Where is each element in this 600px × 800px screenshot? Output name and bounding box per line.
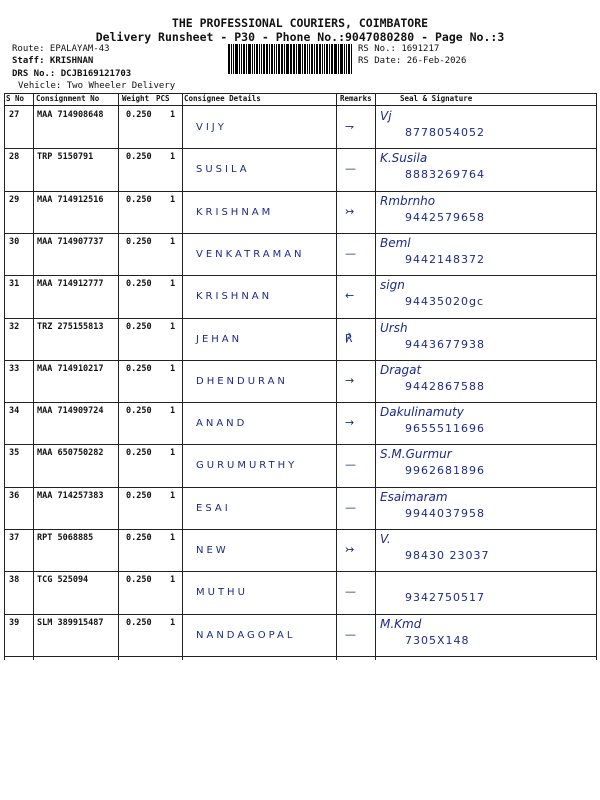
row-divider bbox=[4, 191, 596, 192]
barcode-bar bbox=[241, 44, 243, 74]
barcode-bar bbox=[276, 44, 277, 74]
row-divider bbox=[4, 614, 596, 615]
barcode-bar bbox=[284, 44, 285, 74]
row-pcs: 1 bbox=[170, 575, 176, 585]
row-consignment: MAA 714257383 bbox=[37, 491, 104, 501]
barcode-bar bbox=[269, 44, 270, 74]
barcode-bar bbox=[231, 44, 232, 74]
consignee-name: ESAI bbox=[196, 503, 231, 514]
row-pcs: 1 bbox=[170, 364, 176, 374]
consignee-name: JEHAN bbox=[196, 334, 243, 345]
remark-mark: — bbox=[345, 628, 356, 641]
row-weight: 0.250 bbox=[126, 152, 152, 162]
column-divider bbox=[118, 93, 119, 660]
barcode-bar bbox=[281, 44, 283, 74]
phone-number: 9442579658 bbox=[405, 211, 485, 224]
column-divider bbox=[375, 93, 376, 660]
signature: Rmbrnho bbox=[380, 194, 436, 208]
barcode-bar bbox=[309, 44, 310, 74]
row-weight: 0.250 bbox=[126, 533, 152, 543]
col-pcs: PCS bbox=[156, 94, 170, 103]
column-divider bbox=[4, 93, 5, 660]
drs-label: DRS No.: DCJB169121703 bbox=[12, 69, 132, 79]
signature: K.Susila bbox=[380, 151, 428, 165]
row-pcs: 1 bbox=[170, 237, 176, 247]
barcode-bar bbox=[326, 44, 328, 74]
signature: Vj bbox=[380, 109, 392, 123]
row-consignment: RPT 5068885 bbox=[37, 533, 94, 543]
barcode-bar bbox=[228, 44, 230, 74]
row-divider bbox=[4, 402, 596, 403]
row-pcs: 1 bbox=[170, 279, 176, 289]
consignee-name: NEW bbox=[196, 545, 229, 556]
phone-number: 9655511696 bbox=[405, 422, 485, 435]
barcode-bar bbox=[334, 44, 337, 74]
row-consignment: MAA 650750282 bbox=[37, 448, 104, 458]
signature: Dragat bbox=[380, 363, 422, 377]
col-weight: Weight bbox=[122, 94, 150, 103]
row-sno: 36 bbox=[9, 491, 20, 501]
barcode-bar bbox=[348, 44, 350, 74]
row-sno: 35 bbox=[9, 448, 20, 458]
row-pcs: 1 bbox=[170, 152, 176, 162]
barcode-bar bbox=[307, 44, 308, 74]
phone-number: 9442148372 bbox=[405, 253, 485, 266]
row-consignment: MAA 714907737 bbox=[37, 237, 104, 247]
consignee-name: NANDAGOPAL bbox=[196, 630, 296, 641]
barcode-bar bbox=[331, 44, 333, 74]
barcode bbox=[228, 44, 353, 74]
barcode-bar bbox=[338, 44, 339, 74]
signature: Beml bbox=[380, 236, 411, 250]
row-weight: 0.250 bbox=[126, 575, 152, 585]
row-consignment: MAA 714912516 bbox=[37, 195, 104, 205]
barcode-bar bbox=[274, 44, 275, 74]
row-consignment: SLM 389915487 bbox=[37, 618, 104, 628]
phone-number: 9442867588 bbox=[405, 380, 485, 393]
row-divider bbox=[4, 233, 596, 234]
row-divider bbox=[4, 444, 596, 445]
header-bottom-border bbox=[4, 105, 596, 106]
barcode-bar bbox=[259, 44, 260, 74]
row-consignment: TCG 525094 bbox=[37, 575, 89, 585]
signature: Ursh bbox=[380, 321, 408, 335]
row-pcs: 1 bbox=[170, 491, 176, 501]
consignee-name: KRISHNAN bbox=[196, 291, 273, 302]
barcode-bar bbox=[261, 44, 262, 74]
phone-number: 9342750517 bbox=[405, 591, 485, 604]
barcode-bar bbox=[319, 44, 321, 74]
barcode-bar bbox=[302, 44, 303, 74]
remark-mark: → bbox=[345, 374, 355, 387]
remark-mark: → bbox=[345, 416, 355, 429]
barcode-bar bbox=[346, 44, 347, 74]
row-weight: 0.250 bbox=[126, 195, 152, 205]
remark-mark: ℟ bbox=[345, 332, 353, 345]
column-divider bbox=[182, 93, 183, 660]
signature: V. bbox=[380, 532, 391, 546]
barcode-bar bbox=[286, 44, 289, 74]
barcode-bar bbox=[304, 44, 306, 74]
row-sno: 37 bbox=[9, 533, 20, 543]
row-divider bbox=[4, 571, 596, 572]
barcode-bar bbox=[293, 44, 295, 74]
rs-date: RS Date: 26-Feb-2026 bbox=[358, 56, 467, 66]
row-divider bbox=[4, 318, 596, 319]
row-sno: 31 bbox=[9, 279, 20, 289]
remark-mark: — bbox=[345, 162, 356, 175]
row-weight: 0.250 bbox=[126, 322, 152, 332]
phone-number: 9962681896 bbox=[405, 464, 485, 477]
barcode-bar bbox=[266, 44, 269, 74]
consignee-name: KRISHNAM bbox=[196, 207, 274, 218]
col-seal: Seal & Signature bbox=[400, 94, 473, 103]
barcode-bar bbox=[239, 44, 240, 74]
barcode-bar bbox=[256, 44, 258, 74]
row-weight: 0.250 bbox=[126, 364, 152, 374]
consignee-name: MUTHU bbox=[196, 587, 248, 598]
row-pcs: 1 bbox=[170, 110, 176, 120]
row-consignment: MAA 714909724 bbox=[37, 406, 104, 416]
row-divider bbox=[4, 529, 596, 530]
remark-mark: — bbox=[345, 247, 356, 260]
col-remarks: Remarks bbox=[340, 94, 372, 103]
barcode-bar bbox=[243, 44, 245, 74]
row-divider bbox=[4, 275, 596, 276]
row-divider bbox=[4, 148, 596, 149]
row-weight: 0.250 bbox=[126, 406, 152, 416]
row-pcs: 1 bbox=[170, 618, 176, 628]
route-label: Route: EPALAYAM-43 bbox=[12, 44, 110, 54]
barcode-bar bbox=[271, 44, 273, 74]
phone-number: 8778054052 bbox=[405, 126, 485, 139]
barcode-bar bbox=[248, 44, 251, 74]
barcode-bar bbox=[235, 44, 238, 74]
remark-mark: ↣ bbox=[345, 205, 355, 218]
column-divider bbox=[596, 93, 597, 660]
row-weight: 0.250 bbox=[126, 237, 152, 247]
vehicle-label: Vehicle: Two Wheeler Delivery bbox=[18, 81, 176, 91]
remark-mark: ← bbox=[345, 289, 355, 302]
row-consignment: MAA 714912777 bbox=[37, 279, 104, 289]
barcode-bar bbox=[314, 44, 315, 74]
barcode-bar bbox=[246, 44, 247, 74]
barcode-bar bbox=[311, 44, 313, 74]
consignee-name: DHENDURAN bbox=[196, 376, 288, 387]
row-sno: 39 bbox=[9, 618, 20, 628]
col-sno: S No bbox=[6, 94, 25, 103]
row-sno: 28 bbox=[9, 152, 20, 162]
staff-label: Staff: KRISHNAN bbox=[12, 56, 94, 66]
row-weight: 0.250 bbox=[126, 491, 152, 501]
consignee-name: VIJY bbox=[196, 122, 227, 133]
phone-number: 7305X148 bbox=[405, 634, 470, 647]
row-sno: 32 bbox=[9, 322, 20, 332]
remark-mark: — bbox=[345, 585, 356, 598]
signature: Esaimaram bbox=[380, 490, 448, 504]
phone-number: 9944037958 bbox=[405, 507, 485, 520]
row-pcs: 1 bbox=[170, 533, 176, 543]
barcode-bar bbox=[344, 44, 345, 74]
row-sno: 27 bbox=[9, 110, 20, 120]
barcode-bar bbox=[329, 44, 330, 74]
column-divider bbox=[336, 93, 337, 660]
row-pcs: 1 bbox=[170, 195, 176, 205]
row-pcs: 1 bbox=[170, 406, 176, 416]
col-consignment: Consignment No bbox=[36, 94, 100, 103]
barcode-bar bbox=[278, 44, 280, 74]
barcode-bar bbox=[233, 44, 234, 74]
column-divider bbox=[33, 93, 34, 660]
remark-mark: ⇁ bbox=[345, 120, 355, 133]
signature: M.Kmd bbox=[380, 617, 422, 631]
col-consignee: Consignee Details bbox=[184, 94, 261, 103]
row-consignment: MAA 714908648 bbox=[37, 110, 104, 120]
barcode-bar bbox=[296, 44, 297, 74]
row-sno: 38 bbox=[9, 575, 20, 585]
barcode-bar bbox=[351, 44, 352, 74]
barcode-bar bbox=[252, 44, 253, 74]
row-pcs: 1 bbox=[170, 322, 176, 332]
barcode-bar bbox=[340, 44, 341, 74]
phone-number: 8883269764 bbox=[405, 168, 485, 181]
consignee-name: SUSILA bbox=[196, 164, 250, 175]
row-consignment: TRZ 275155813 bbox=[37, 322, 104, 332]
row-divider bbox=[4, 656, 596, 657]
barcode-bar bbox=[324, 44, 325, 74]
remark-mark: ↣ bbox=[345, 543, 355, 556]
signature: sign bbox=[380, 278, 405, 292]
barcode-bar bbox=[263, 44, 265, 74]
row-sno: 29 bbox=[9, 195, 20, 205]
row-divider bbox=[4, 487, 596, 488]
row-sno: 34 bbox=[9, 406, 20, 416]
phone-number: 94435020gc bbox=[405, 295, 485, 308]
row-sno: 33 bbox=[9, 364, 20, 374]
row-sno: 30 bbox=[9, 237, 20, 247]
consignee-name: VENKATRAMAN bbox=[196, 249, 305, 260]
row-consignment: MAA 714910217 bbox=[37, 364, 104, 374]
consignee-name: ANAND bbox=[196, 418, 248, 429]
signature: S.M.Gurmur bbox=[380, 447, 452, 461]
runsheet-subtitle: Delivery Runsheet - P30 - Phone No.:9047080280 - Page No.:3 bbox=[95, 30, 505, 44]
row-weight: 0.250 bbox=[126, 279, 152, 289]
company-title: THE PROFESSIONAL COURIERS, COIMBATORE bbox=[171, 16, 429, 30]
remark-mark: — bbox=[345, 501, 356, 514]
barcode-bar bbox=[298, 44, 301, 74]
row-weight: 0.250 bbox=[126, 110, 152, 120]
barcode-bar bbox=[290, 44, 291, 74]
row-pcs: 1 bbox=[170, 448, 176, 458]
consignee-name: GURUMURTHY bbox=[196, 460, 298, 471]
barcode-bar bbox=[316, 44, 319, 74]
barcode-bar bbox=[254, 44, 255, 74]
barcode-bar bbox=[341, 44, 343, 74]
table-top-border bbox=[4, 93, 596, 94]
signature: Dakulinamuty bbox=[380, 405, 464, 419]
phone-number: 9443677938 bbox=[405, 338, 485, 351]
row-divider bbox=[4, 360, 596, 361]
row-weight: 0.250 bbox=[126, 618, 152, 628]
barcode-bar bbox=[322, 44, 323, 74]
rs-number: RS No.: 1691217 bbox=[358, 44, 440, 54]
barcode-bar bbox=[291, 44, 292, 74]
row-weight: 0.250 bbox=[126, 448, 152, 458]
row-consignment: TRP 5150791 bbox=[37, 152, 94, 162]
phone-number: 98430 23037 bbox=[405, 549, 490, 562]
remark-mark: — bbox=[345, 458, 356, 471]
